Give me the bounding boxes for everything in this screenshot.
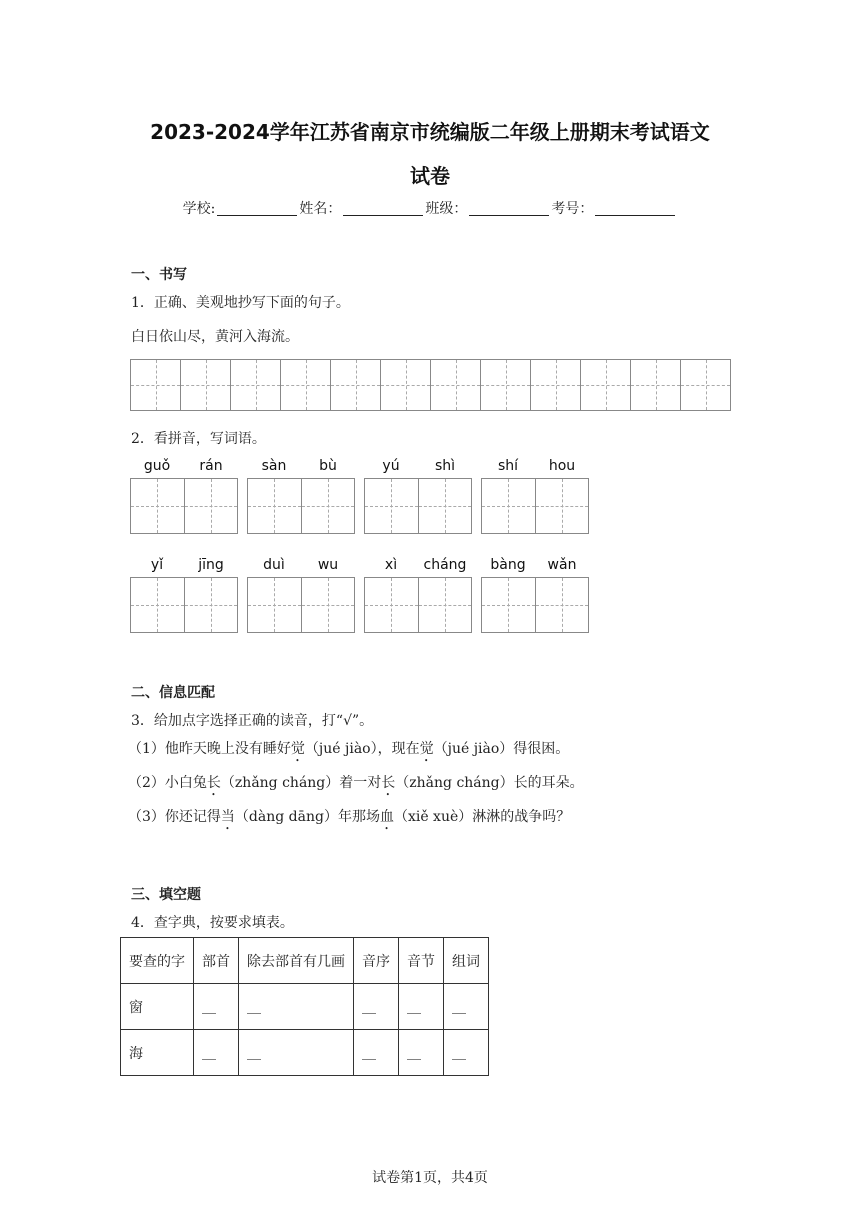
writing-cell[interactable]: [185, 578, 238, 632]
dotted-character: 长: [206, 775, 221, 791]
pinyin-syllable: yǐ: [150, 557, 164, 573]
pinyin-syllable: guǒ: [143, 458, 171, 474]
question-1-prompt: 1．正确、美观地抄写下面的句子。: [131, 295, 350, 311]
table-header-cell: 组词: [444, 938, 489, 984]
item-text: （xiě xuè）淋淋的战争吗？: [393, 809, 571, 825]
pinyin-syllable: yú: [382, 458, 400, 474]
writing-cell[interactable]: [131, 360, 181, 410]
pinyin-word-group: [364, 458, 472, 534]
tianzige-box-pair[interactable]: [130, 478, 238, 534]
item-text: （jué jiào）得很困。: [433, 741, 570, 757]
table-cell-blank[interactable]: ＿: [399, 1030, 444, 1076]
tianzige-box-pair[interactable]: [364, 478, 472, 534]
school-blank[interactable]: [217, 201, 297, 216]
pinyin-word-group: [130, 557, 238, 633]
class-label: 班级：: [425, 201, 468, 217]
table-cell-blank[interactable]: ＿: [194, 984, 239, 1030]
section-heading-writing: 一、书写: [131, 267, 187, 283]
tianzige-box-pair[interactable]: [364, 577, 472, 633]
name-blank[interactable]: [343, 201, 423, 216]
writing-cell[interactable]: [481, 360, 531, 410]
writing-cell[interactable]: [365, 578, 419, 632]
question-1-sentence: 白日依山尽，黄河入海流。: [131, 329, 299, 345]
writing-cell[interactable]: [419, 578, 472, 632]
pinyin-word-group: [481, 458, 589, 534]
table-header-cell: 要查的字: [121, 938, 194, 984]
section-heading-matching: 二、信息匹配: [131, 685, 215, 701]
pinyin-syllable: rán: [199, 458, 223, 474]
item-text: （2）小白兔: [128, 775, 207, 791]
section-heading-fill-in: 三、填空题: [131, 887, 201, 903]
item-text: （zhǎng cháng）长的耳朵。: [395, 775, 584, 791]
writing-cell[interactable]: [631, 360, 681, 410]
pinyin-syllable: cháng: [423, 557, 467, 573]
pinyin-syllable: sàn: [261, 458, 287, 474]
pinyin-syllable: bù: [319, 458, 337, 474]
table-header-cell: 音序: [354, 938, 399, 984]
writing-cell[interactable]: [381, 360, 431, 410]
item-text: （dàng dāng）年那场: [234, 809, 380, 825]
tianzige-box-pair[interactable]: [481, 478, 589, 534]
writing-cell[interactable]: [131, 578, 185, 632]
tianzige-box-pair[interactable]: [481, 577, 589, 633]
writing-cell[interactable]: [231, 360, 281, 410]
table-cell-blank[interactable]: ＿: [354, 984, 399, 1030]
dotted-character: 觉: [290, 741, 305, 757]
table-cell-blank[interactable]: ＿: [239, 984, 354, 1030]
pinyin-word-group: [247, 458, 355, 534]
class-blank[interactable]: [469, 201, 549, 216]
writing-cell[interactable]: [302, 578, 355, 632]
table-header-cell: 部首: [194, 938, 239, 984]
pinyin-syllable: hou: [548, 458, 576, 474]
tianzige-box-pair[interactable]: [130, 577, 238, 633]
document-title-line1: 2023-2024学年江苏省南京市统编版二年级上册期末考试语文: [150, 120, 710, 144]
pinyin-syllable: shí: [497, 458, 519, 474]
pinyin-syllable: xì: [384, 557, 398, 573]
dotted-character: 血: [379, 809, 394, 825]
writing-cell[interactable]: [681, 360, 730, 410]
writing-cell[interactable]: [536, 479, 589, 533]
writing-cell[interactable]: [419, 479, 472, 533]
exam-no-blank[interactable]: [595, 201, 675, 216]
item-text: （1）他昨天晚上没有睡好: [128, 741, 291, 757]
writing-cell[interactable]: [331, 360, 381, 410]
writing-cell[interactable]: [581, 360, 631, 410]
item-text: （zhǎng cháng）着一对: [220, 775, 382, 791]
item-text: （3）你还记得: [128, 809, 221, 825]
pinyin-syllable: jīng: [198, 557, 224, 573]
school-label: 学校:: [182, 201, 216, 217]
writing-cell[interactable]: [302, 479, 355, 533]
writing-cell[interactable]: [482, 479, 536, 533]
table-header-cell: 除去部首有几画: [239, 938, 354, 984]
table-row: [121, 1030, 489, 1076]
table-cell-character: 窗: [121, 984, 194, 1030]
table-cell-blank[interactable]: ＿: [194, 1030, 239, 1076]
writing-cell[interactable]: [248, 479, 302, 533]
table-cell-blank[interactable]: ＿: [399, 984, 444, 1030]
pinyin-syllable: shì: [434, 458, 456, 474]
table-cell-blank[interactable]: ＿: [354, 1030, 399, 1076]
table-header-row: [121, 938, 489, 984]
pinyin-word-group: [130, 458, 238, 534]
writing-cell[interactable]: [365, 479, 419, 533]
table-header-cell: 音节: [399, 938, 444, 984]
pinyin-word-group: [247, 557, 355, 633]
dotted-character: 当: [220, 809, 235, 825]
pinyin-word-group: [481, 557, 589, 633]
table-cell-blank[interactable]: ＿: [444, 984, 489, 1030]
dictionary-table: [120, 937, 489, 1076]
pinyin-syllable: wu: [317, 557, 339, 573]
question-3-prompt: 3．给加点字选择正确的读音，打“√”。: [131, 713, 374, 729]
writing-cell[interactable]: [181, 360, 231, 410]
question-3-item-1: [128, 738, 569, 765]
table-cell-blank[interactable]: ＿: [239, 1030, 354, 1076]
pinyin-word-group: [364, 557, 472, 633]
writing-cell[interactable]: [531, 360, 581, 410]
copy-writing-grid[interactable]: [130, 359, 731, 411]
writing-cell[interactable]: [431, 360, 481, 410]
pinyin-syllable: duì: [263, 557, 285, 573]
exam-no-label: 考号：: [551, 201, 594, 217]
dotted-character: 长: [381, 775, 396, 791]
table-row: [121, 984, 489, 1030]
pinyin-syllable: wǎn: [547, 557, 577, 573]
question-2-prompt: 2．看拼音，写词语。: [131, 431, 266, 447]
writing-cell[interactable]: [131, 479, 185, 533]
writing-cell[interactable]: [281, 360, 331, 410]
writing-cell[interactable]: [536, 578, 589, 632]
tianzige-box-pair[interactable]: [247, 577, 355, 633]
student-info-row: [0, 198, 860, 218]
question-3-item-2: [128, 772, 584, 799]
table-cell-character: 海: [121, 1030, 194, 1076]
item-text: （jué jiào），现在: [304, 741, 420, 757]
name-label: 姓名：: [299, 201, 342, 217]
pinyin-syllable: bàng: [490, 557, 526, 573]
document-title-line2: 试卷: [410, 164, 450, 188]
dotted-character: 觉: [419, 741, 434, 757]
question-3-item-3: [128, 806, 570, 833]
tianzige-box-pair[interactable]: [247, 478, 355, 534]
page-footer: 试卷第1页，共4页: [372, 1170, 488, 1186]
table-cell-blank[interactable]: ＿: [444, 1030, 489, 1076]
writing-cell[interactable]: [185, 479, 238, 533]
question-4-prompt: 4．查字典，按要求填表。: [131, 915, 294, 931]
writing-cell[interactable]: [248, 578, 302, 632]
writing-cell[interactable]: [482, 578, 536, 632]
